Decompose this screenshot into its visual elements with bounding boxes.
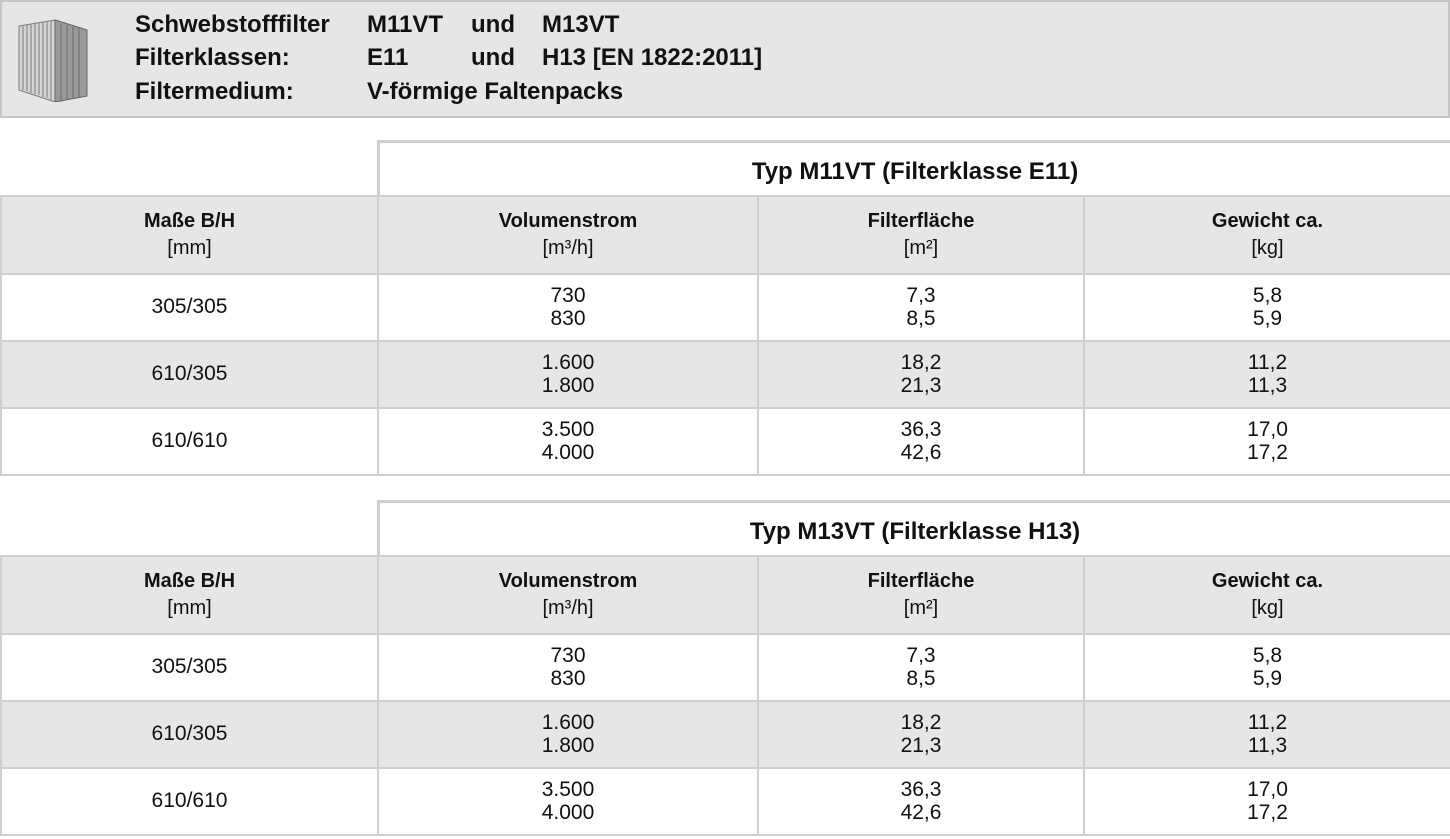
cell-weight bbox=[1084, 701, 1450, 768]
header-label: Filterklassen: bbox=[135, 44, 290, 72]
cell-size: 305/305 bbox=[1, 274, 378, 341]
cell-weight bbox=[1084, 408, 1450, 475]
column-unit: [m²] bbox=[903, 597, 939, 619]
column-header-weight bbox=[1084, 556, 1450, 634]
cell-size: 610/305 bbox=[1, 701, 378, 768]
header-value-b: M13VT bbox=[542, 10, 620, 38]
column-name: Filterfläche bbox=[867, 570, 975, 592]
header-line-classes bbox=[135, 42, 762, 76]
cell-value: 1.600 bbox=[541, 351, 595, 374]
column-unit: [kg] bbox=[1251, 597, 1284, 619]
cell-value: 18,2 bbox=[900, 711, 942, 734]
filter-cassette-icon bbox=[15, 18, 89, 102]
column-name: Maße B/H bbox=[143, 570, 236, 592]
cell-value: 1.600 bbox=[541, 711, 595, 734]
table-row bbox=[1, 768, 1450, 835]
column-header-area bbox=[758, 556, 1084, 634]
header-value-a: M11VT bbox=[367, 10, 444, 38]
cell-value: 18,2 bbox=[900, 351, 942, 374]
column-name: Filterfläche bbox=[867, 210, 975, 232]
cell-value: 7,3 bbox=[906, 284, 936, 307]
cell-value: 42,6 bbox=[900, 800, 942, 824]
cell-size: 610/305 bbox=[1, 341, 378, 408]
table-row bbox=[1, 341, 1450, 408]
cell-value: 7,3 bbox=[906, 644, 936, 667]
header-conjunction: und bbox=[471, 10, 515, 38]
cell-volume bbox=[378, 768, 758, 835]
cell-value: 11,2 bbox=[1247, 351, 1288, 374]
cell-value: 42,6 bbox=[900, 440, 942, 464]
cell-size: 305/305 bbox=[1, 634, 378, 701]
cell-value: 17,0 bbox=[1247, 778, 1288, 801]
cell-value: 5,9 bbox=[1252, 306, 1283, 330]
header-conjunction: und bbox=[471, 44, 515, 72]
column-name: Volumenstrom bbox=[498, 210, 638, 232]
cell-area bbox=[758, 341, 1084, 408]
cell-value: 17,2 bbox=[1247, 800, 1288, 824]
cell-weight bbox=[1084, 768, 1450, 835]
cell-area bbox=[758, 768, 1084, 835]
header-text bbox=[135, 8, 762, 109]
cell-value: 1.800 bbox=[541, 373, 595, 397]
column-header-weight bbox=[1084, 196, 1450, 274]
cell-value: 8,5 bbox=[906, 306, 936, 330]
cell-value: 11,3 bbox=[1247, 733, 1288, 757]
cell-value: 11,3 bbox=[1247, 373, 1288, 397]
cell-value: 4.000 bbox=[541, 800, 595, 824]
table-row bbox=[1, 701, 1450, 768]
column-unit: [kg] bbox=[1251, 237, 1284, 259]
table-row bbox=[1, 274, 1450, 341]
data-table bbox=[0, 555, 1450, 836]
cell-value: 4.000 bbox=[541, 440, 595, 464]
header-label: Filtermedium: bbox=[135, 77, 294, 105]
cell-value: 8,5 bbox=[906, 666, 936, 690]
cell-volume bbox=[378, 274, 758, 341]
cell-volume bbox=[378, 408, 758, 475]
data-table bbox=[0, 195, 1450, 476]
cell-volume bbox=[378, 341, 758, 408]
column-header-size bbox=[1, 196, 378, 274]
cell-area bbox=[758, 274, 1084, 341]
column-name: Maße B/H bbox=[143, 210, 236, 232]
table-title: Typ M13VT (Filterklasse H13) bbox=[377, 500, 1450, 555]
cell-value: 5,8 bbox=[1252, 284, 1283, 307]
cell-weight bbox=[1084, 634, 1450, 701]
column-unit: [mm] bbox=[167, 597, 212, 619]
product-header bbox=[0, 0, 1450, 118]
table-m13vt bbox=[0, 500, 1450, 839]
cell-value: 36,3 bbox=[900, 778, 942, 801]
header-line-medium bbox=[135, 75, 762, 109]
cell-value: 21,3 bbox=[900, 733, 942, 757]
cell-value: 36,3 bbox=[900, 418, 942, 441]
cell-value: 830 bbox=[550, 666, 586, 690]
header-line-type bbox=[135, 8, 762, 42]
header-label: Schwebstofffilter bbox=[135, 10, 330, 38]
cell-area bbox=[758, 408, 1084, 475]
header-value-a: E11 bbox=[367, 44, 409, 72]
column-header-volume bbox=[378, 556, 758, 634]
cell-size: 610/610 bbox=[1, 768, 378, 835]
cell-value: 5,9 bbox=[1252, 666, 1283, 690]
cell-value: 3.500 bbox=[541, 418, 595, 441]
column-header-volume bbox=[378, 196, 758, 274]
column-header-area bbox=[758, 196, 1084, 274]
column-header-size bbox=[1, 556, 378, 634]
column-name: Gewicht ca. bbox=[1211, 210, 1324, 232]
cell-area bbox=[758, 701, 1084, 768]
cell-value: 730 bbox=[550, 644, 586, 667]
cell-value: 17,0 bbox=[1247, 418, 1288, 441]
cell-value: 5,8 bbox=[1252, 644, 1283, 667]
cell-value: 730 bbox=[550, 284, 586, 307]
cell-value: 3.500 bbox=[541, 778, 595, 801]
column-name: Gewicht ca. bbox=[1211, 570, 1324, 592]
cell-weight bbox=[1084, 274, 1450, 341]
header-value-a: V-förmige Faltenpacks bbox=[367, 77, 624, 105]
column-header-row bbox=[1, 556, 1450, 634]
cell-weight bbox=[1084, 341, 1450, 408]
column-unit: [m³/h] bbox=[542, 597, 594, 619]
cell-value: 1.800 bbox=[541, 733, 595, 757]
cell-area bbox=[758, 634, 1084, 701]
cell-value: 11,2 bbox=[1247, 711, 1288, 734]
cell-volume bbox=[378, 701, 758, 768]
cell-value: 830 bbox=[550, 306, 586, 330]
column-unit: [mm] bbox=[167, 237, 212, 259]
column-unit: [m³/h] bbox=[542, 237, 594, 259]
cell-size: 610/610 bbox=[1, 408, 378, 475]
cell-volume bbox=[378, 634, 758, 701]
table-row bbox=[1, 634, 1450, 701]
table-row bbox=[1, 408, 1450, 475]
column-unit: [m²] bbox=[903, 237, 939, 259]
cell-value: 21,3 bbox=[900, 373, 942, 397]
header-value-b: H13 [EN 1822:2011] bbox=[542, 44, 763, 72]
cell-value: 17,2 bbox=[1247, 440, 1288, 464]
table-title: Typ M11VT (Filterklasse E11) bbox=[377, 140, 1450, 195]
column-header-row bbox=[1, 196, 1450, 274]
table-m11vt bbox=[0, 140, 1450, 478]
column-name: Volumenstrom bbox=[498, 570, 638, 592]
